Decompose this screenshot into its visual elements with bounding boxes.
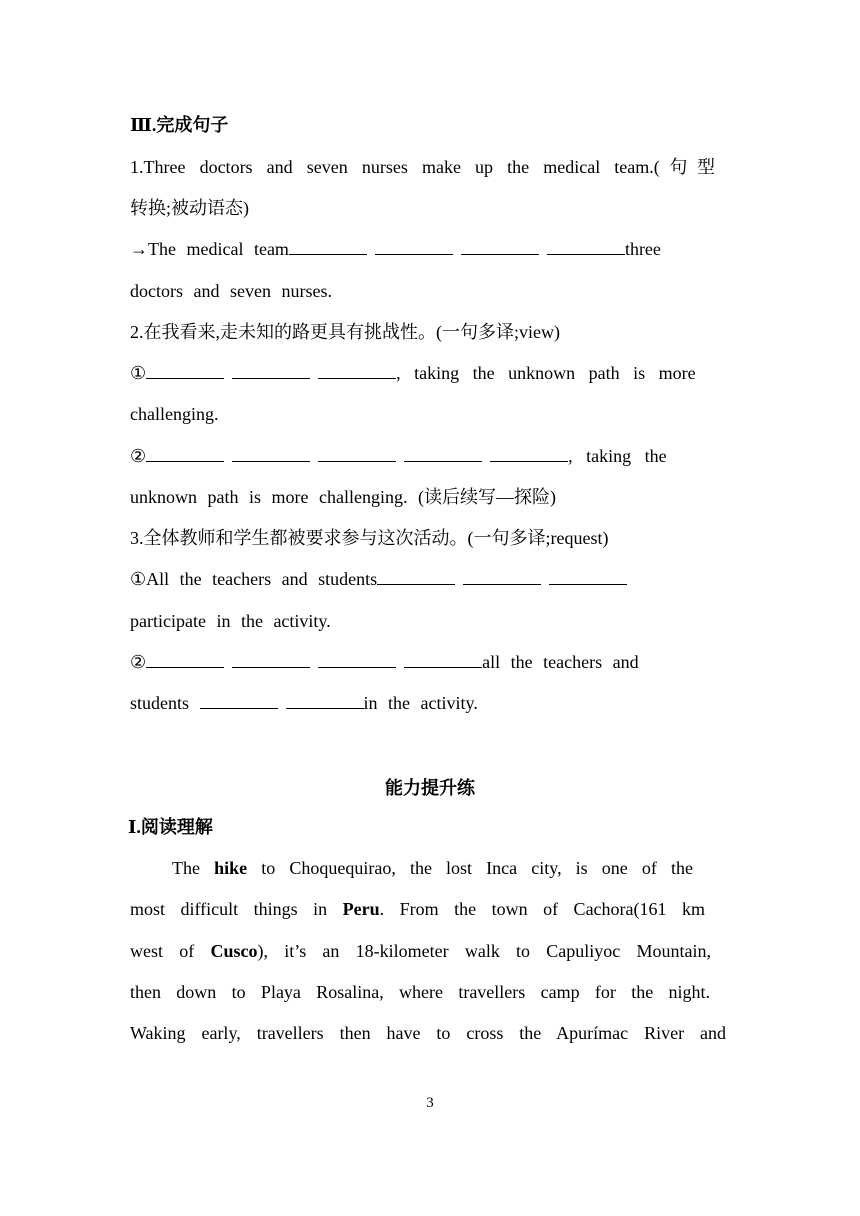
passage-line-2 [130,898,705,920]
passage-text: . From the town of Cachora(161 km [379,899,706,919]
question-2-option-1-line-2: challenging. [130,404,219,424]
passage-line-4: then down to Playa Rosalina, where travellers camp for the night. [130,982,710,1002]
question-2-option-2-line-2: unknown path is more challenging. (读后续写—探险) [130,487,556,507]
answer-blank[interactable] [232,447,310,462]
question-2-option-2 [130,445,730,467]
passage-keyword: hike [214,858,248,878]
answer-blank[interactable] [318,447,396,462]
answer-blank[interactable] [232,364,310,379]
question-1-line-1: 1.Three doctors and seven nurses make up the medical team.(句型 [130,157,715,177]
option-text: in the activity. [363,693,478,713]
question-1-prefix: →The medical team [130,239,289,259]
answer-blank[interactable] [463,570,541,585]
passage-keyword: Cusco [210,941,258,961]
answer-blank[interactable] [318,653,396,668]
page-number: 3 [426,1095,434,1111]
question-3-option-1-line-2: participate in the activity. [130,611,331,631]
question-3-option-2-line-2 [130,692,730,714]
question-3-line-1: 3.全体教师和学生都被要求参与这次活动。(一句多译;request) [130,528,609,548]
answer-blank[interactable] [549,570,627,585]
passage-text: ), it’s an 18-kilometer walk to Capuliyoc Mountain, [257,941,711,961]
question-1-line-2: 转换;被动语态) [130,198,249,218]
passage-text: most difficult things in [130,899,343,919]
answer-blank[interactable] [146,447,224,462]
option-text: ①All the teachers and students [130,569,378,589]
answer-blank[interactable] [289,240,367,255]
passage-text: west of [130,941,211,961]
question-3-option-1 [130,568,730,590]
option-marker: ② [130,446,147,466]
passage-line-5: Waking early, travellers then have to cross the Apurímac River and [130,1023,726,1043]
passage-keyword: Peru [342,899,380,919]
section-heading: Ⅲ.完成句子 [130,115,229,135]
question-3-option-2 [130,651,730,673]
answer-blank[interactable] [232,653,310,668]
answer-blank[interactable] [404,653,482,668]
question-1-line-4: doctors and seven nurses. [130,281,332,301]
option-marker: ① [130,363,147,383]
answer-blank[interactable] [461,240,539,255]
question-2-line-1: 2.在我看来,走未知的路更具有挑战性。(一句多译;view) [130,322,560,342]
passage-text: The [172,858,215,878]
answer-blank[interactable] [318,364,396,379]
answer-blank[interactable] [377,570,455,585]
question-2-option-1 [130,362,730,384]
option-text: all the teachers and [482,652,639,672]
passage-text: to Choquequirao, the lost Inca city, is one of the [247,858,693,878]
answer-blank[interactable] [375,240,453,255]
answer-blank[interactable] [547,240,625,255]
question-1-line-3 [130,238,730,260]
option-text: students [130,693,190,713]
answer-blank[interactable] [146,653,224,668]
option-text: , taking the [568,446,667,466]
section-title: 能力提升练 [385,778,475,798]
reading-heading: Ⅰ.阅读理解 [128,817,213,837]
passage-line-3 [130,940,711,962]
answer-blank[interactable] [200,694,278,709]
answer-blank[interactable] [490,447,568,462]
answer-blank[interactable] [404,447,482,462]
option-marker: ② [130,652,147,672]
passage-line-1 [172,857,693,879]
question-1-suffix: three [624,239,661,259]
answer-blank[interactable] [286,694,364,709]
answer-blank[interactable] [146,364,224,379]
option-text: , taking the unknown path is more [396,363,696,383]
